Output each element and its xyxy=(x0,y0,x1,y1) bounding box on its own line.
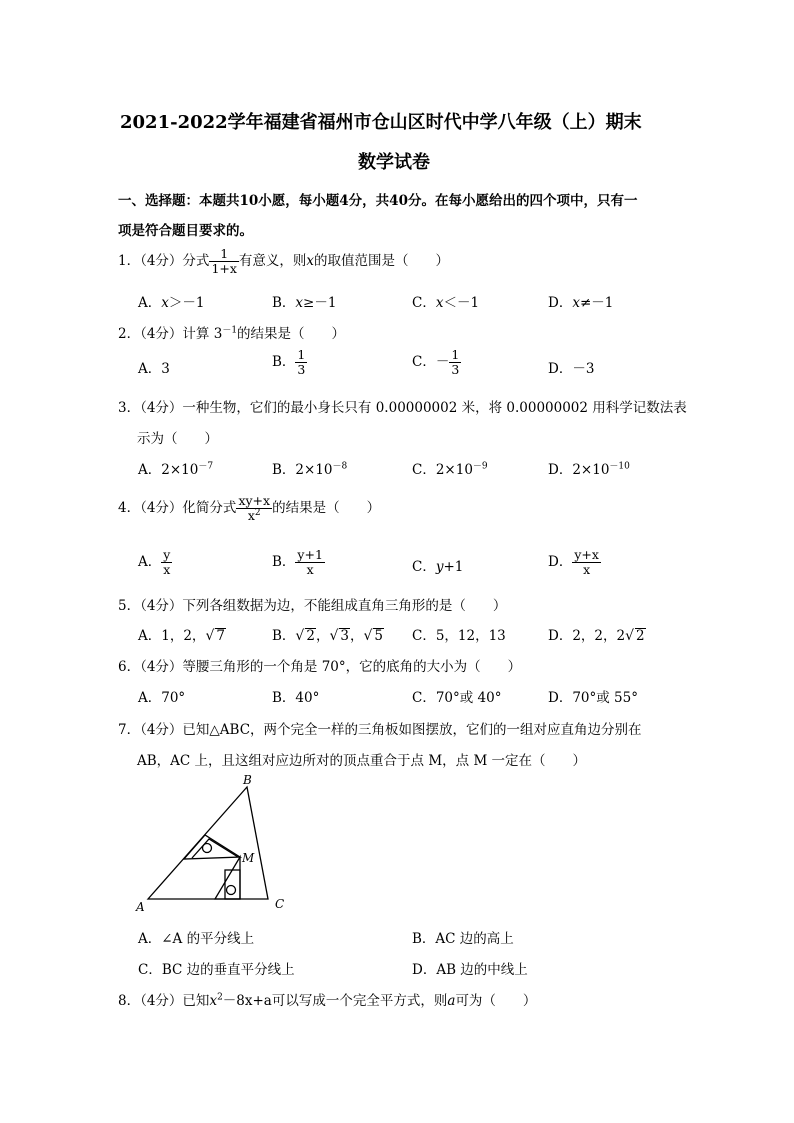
q1-option-b: B．x≥－1 xyxy=(272,295,337,311)
q3-option-c: C．$2\times 10^{-9}$ xyxy=(412,461,488,478)
set-square-1-hole xyxy=(203,844,212,853)
q7-option-a: A．∠A 的平分线上 xyxy=(138,931,255,947)
q6-option-b: B．40° xyxy=(272,690,320,706)
q6-option-d: D．70°或 55° xyxy=(548,690,638,706)
q2-option-a: A．3 xyxy=(138,361,170,377)
q5-option-d: D．2，2，2√ 2 xyxy=(548,628,645,644)
question-3-line2: 示为（ ） xyxy=(137,431,218,447)
q7-option-b: B．AC 边的高上 xyxy=(412,931,514,947)
q1-option-c: C．x＜－1 xyxy=(412,295,480,311)
q2-option-b: B． $\frac{1}{3}$ xyxy=(272,347,306,377)
q7-option-d: D．AB 边的中线上 xyxy=(412,962,528,978)
set-square-2-hole xyxy=(227,886,236,895)
q7-option-c: C．BC 边的垂直平分线上 xyxy=(138,962,295,978)
question-3-line1: 3．（4分）一种生物，它们的最小身长只有 0.00000002 米，将 0.00000002 用科学记数法表 xyxy=(118,400,687,416)
label-b: B xyxy=(243,773,252,787)
question-8: 8．（4分）已知$x^2-8x+a$可以写成一个完全平方式，则a可为（ ） xyxy=(118,992,537,1009)
q3-option-a: A．$2\times 10^{-7}$ xyxy=(138,461,214,478)
q4-option-c: C．y+1 xyxy=(412,559,464,575)
q2-option-c: C．－ $\frac{1}{3}$ xyxy=(412,347,460,377)
section-heading-line2: 项是符合题目要求的。 xyxy=(118,223,253,239)
q5-option-a: A．1，2，√ 7 xyxy=(138,628,225,644)
question-7-line2: AB，AC 上，且这组对应边所对的顶点重合于点 M，点 M 一定在（ ） xyxy=(137,753,587,769)
page-title-line1: 2021-2022学年福建省福州市仓山区时代中学八年级（上）期末 xyxy=(120,112,642,133)
q1-option-d: D．x≠－1 xyxy=(548,295,614,311)
question-2: 2．（4分）计算 $3^{-1}$的结果是（ ） xyxy=(118,325,346,342)
q5-option-b: B．√ 2，√ 3，√ 5 xyxy=(272,628,383,644)
q6-option-a: A．70° xyxy=(138,690,186,706)
q5-option-c: C．5，12，13 xyxy=(412,628,506,644)
q2-option-d: D．－3 xyxy=(548,361,595,377)
question-6: 6．（4分）等腰三角形的一个角是 70°，它的底角的大小为（ ） xyxy=(118,659,522,675)
triangle-figure xyxy=(130,772,310,914)
question-1: 1．（4分）分式 $\frac{1}{1+x}$ 有意义，则x的取值范围是（ ） xyxy=(118,246,450,276)
q3-option-d: D．$2\times 10^{-10}$ xyxy=(548,461,630,478)
q1-option-a: A．x＞－1 xyxy=(138,295,205,311)
label-c: C xyxy=(275,897,285,911)
q4-option-d: D． $\frac{y+x}{x}$ xyxy=(548,547,599,577)
q4-option-b: B． $\frac{y+1}{x}$ xyxy=(272,547,323,577)
q6-option-c: C．70°或 40° xyxy=(412,690,502,706)
q3-option-b: B．$2\times 10^{-8}$ xyxy=(272,461,348,478)
section-heading-line1: 一、选择题：本题共10小愿，每小题4分，共40分。在每小愿给出的四个项中，只有一 xyxy=(118,193,638,209)
question-7-line1: 7．（4分）已知△ABC，两个完全一样的三角板如图摆放，它们的一组对应直角边分别在 xyxy=(118,722,642,738)
label-a: A xyxy=(136,900,145,914)
q4-option-a: A． $\frac{y}{x}$ xyxy=(138,547,171,577)
fraction: $\frac{1}{1+x}$ xyxy=(211,246,237,276)
label-m: M xyxy=(242,851,255,865)
question-5: 5．（4分）下列各组数据为边，不能组成直角三角形的是（ ） xyxy=(118,598,507,614)
question-4: 4．（4分）化简分式 $\frac{xy+x}{x^2}$ 的结果是（ ） xyxy=(118,493,381,523)
page-title-line2: 数学试卷 xyxy=(358,152,430,173)
